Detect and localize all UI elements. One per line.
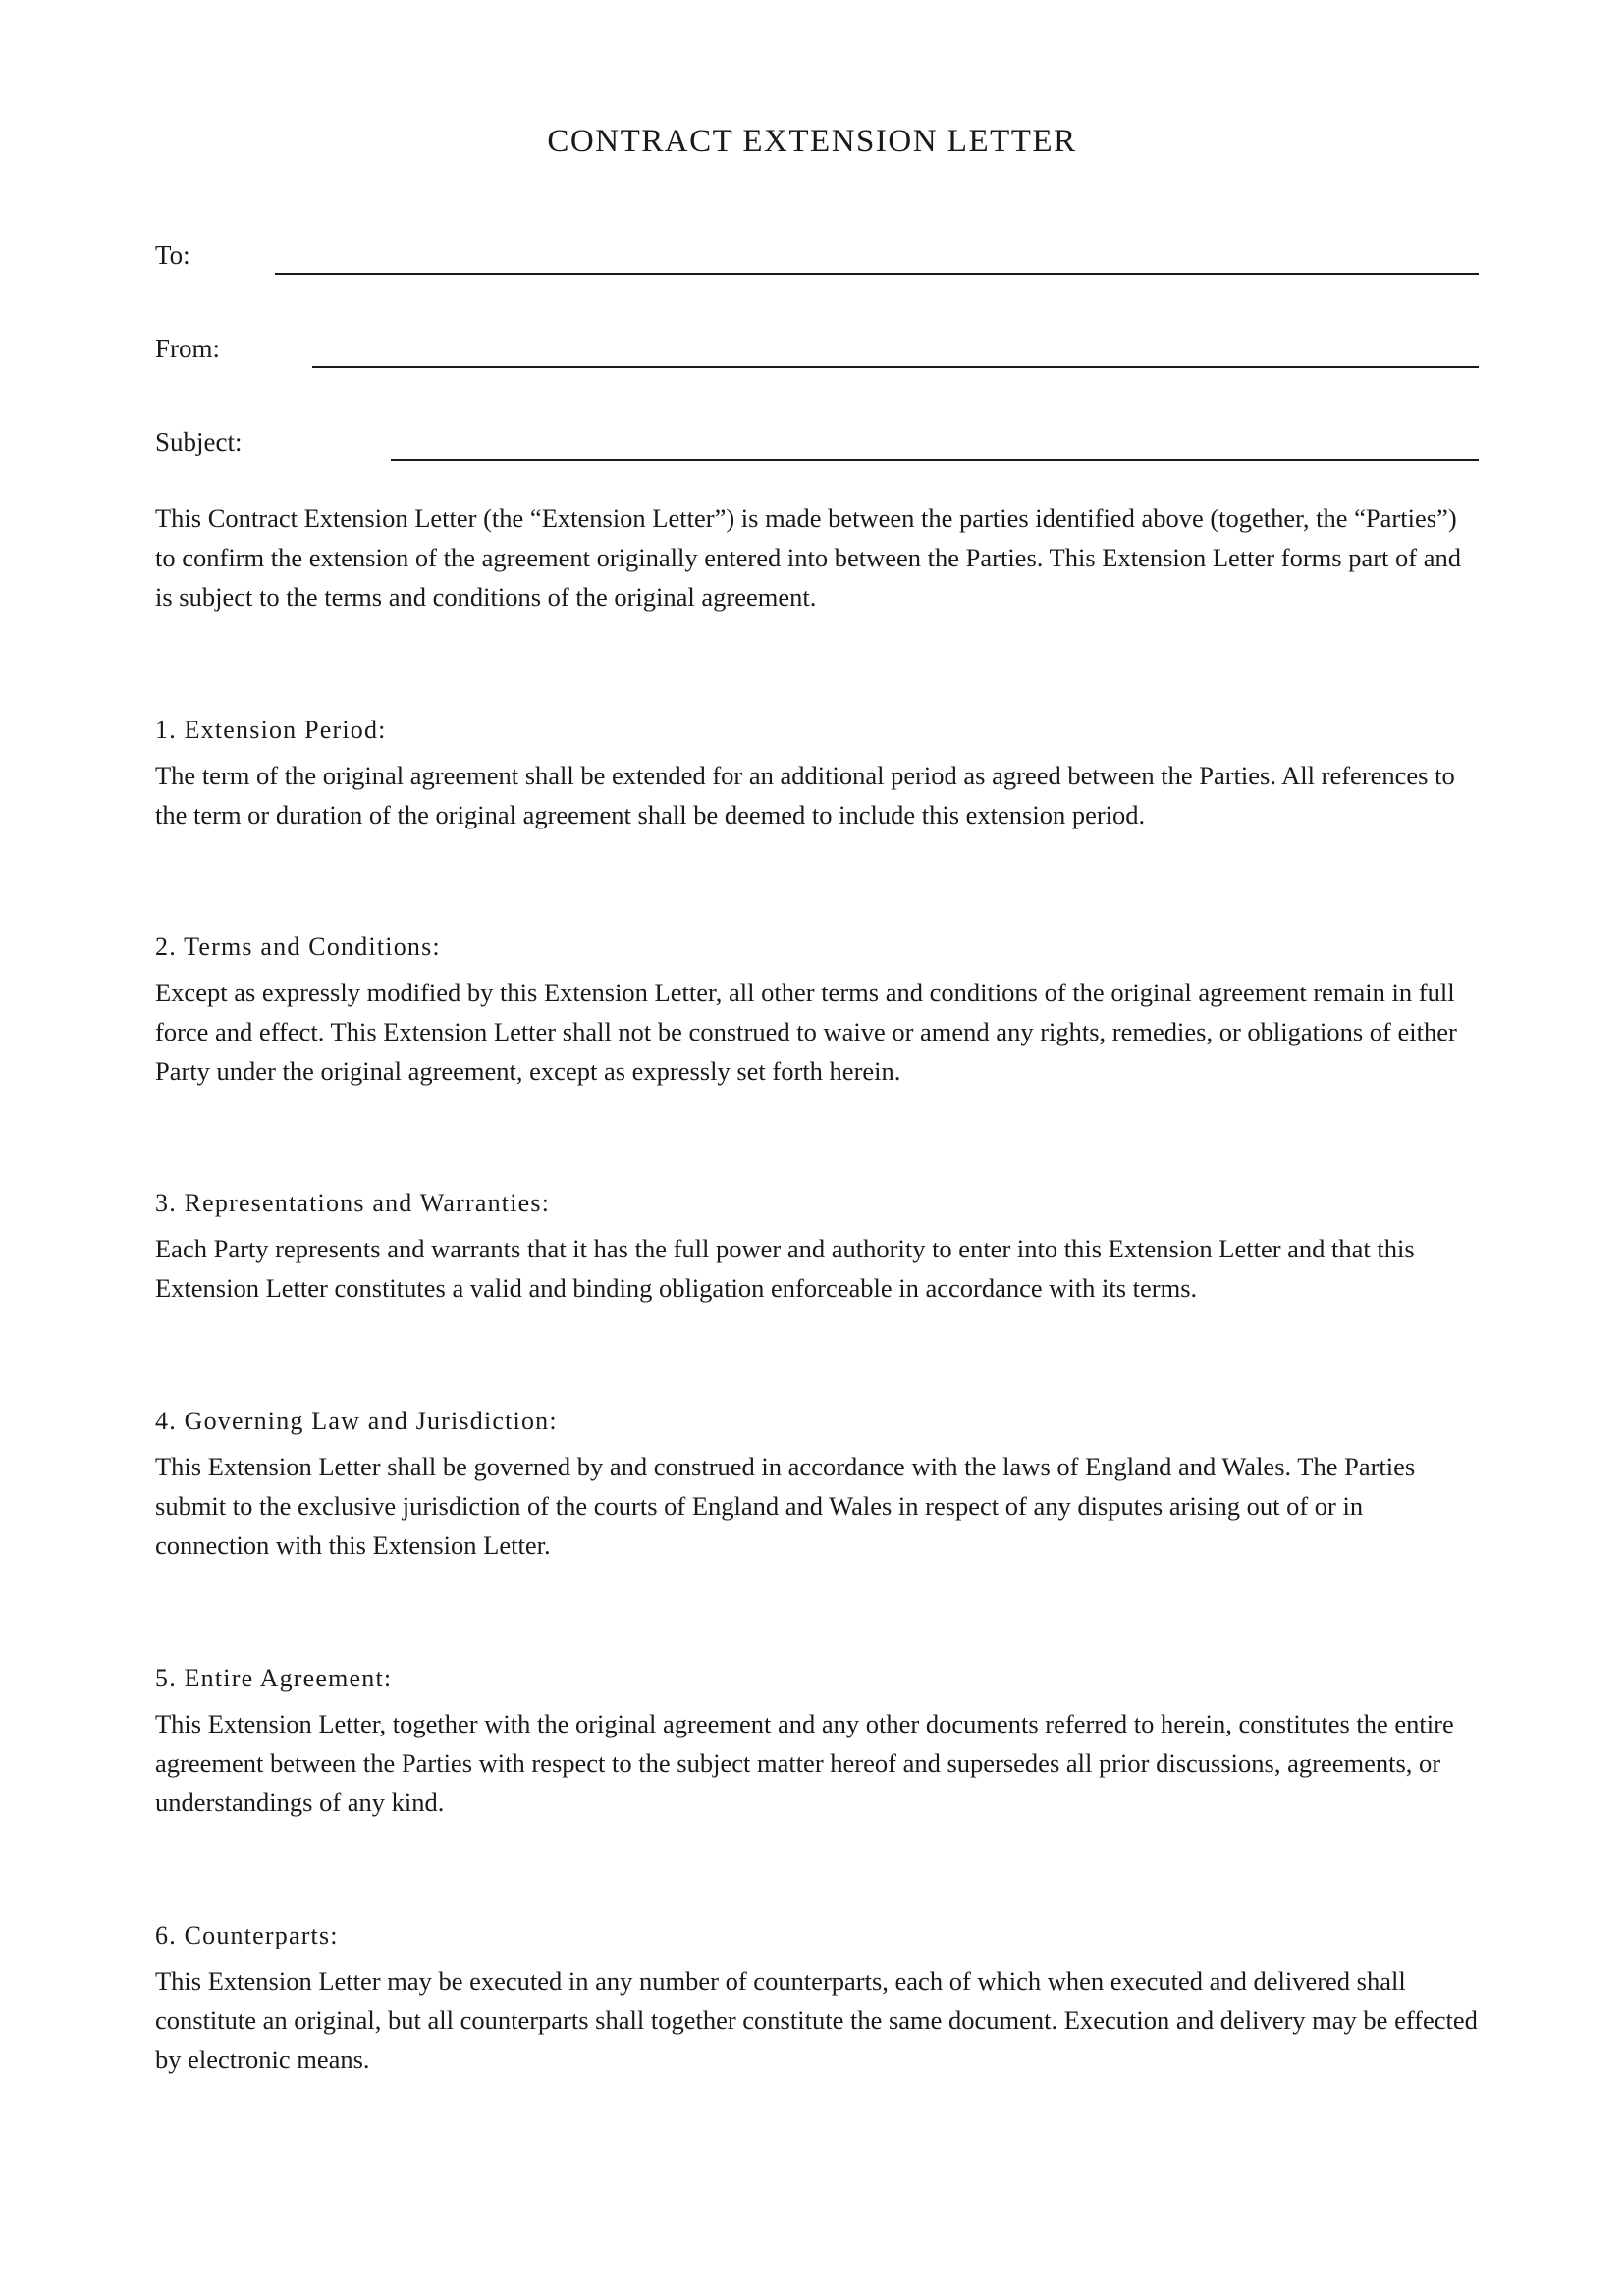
from-input-line[interactable] bbox=[312, 366, 1479, 368]
section-body: The term of the original agreement shall be extended for an additional period as agreed between the Parties. All references to the term or duration of the original agreement shall be deemed to include this extension period. bbox=[155, 761, 1455, 829]
section-entire-agreement bbox=[155, 1661, 1479, 1822]
section-heading: 6. Counterparts: bbox=[155, 1921, 339, 1949]
section-heading: 3. Representations and Warranties: bbox=[155, 1189, 551, 1217]
section-body: This Extension Letter, together with the original agreement and any other documents referred to herein, constitutes the entire agreement between the Parties with respect to the subject matter hereof and supersedes all prior discussions, agreements, or understandings of any kind. bbox=[155, 1709, 1454, 1817]
section-body: Each Party represents and warrants that it has the full power and authority to enter into this Extension Letter and that this Extension Letter constitutes a valid and binding obligation enforceable in accordance with its terms. bbox=[155, 1234, 1415, 1303]
subject-label: Subject: bbox=[155, 427, 243, 456]
section-heading: 1. Extension Period: bbox=[155, 716, 387, 744]
section-extension-period bbox=[155, 713, 1479, 834]
section-heading: 2. Terms and Conditions: bbox=[155, 933, 441, 961]
section-terms-and-conditions bbox=[155, 930, 1479, 1091]
document-title: CONTRACT EXTENSION LETTER bbox=[547, 124, 1077, 159]
from-field bbox=[155, 333, 1479, 372]
to-input-line[interactable] bbox=[275, 273, 1479, 275]
section-body: Except as expressly modified by this Extension Letter, all other terms and conditions of the original agreement remain in full force and effect. This Extension Letter shall not be construed to waive or amend any rights, remedies, or obligations of either Party under the original agreement, except as expressly set forth herein. bbox=[155, 978, 1457, 1086]
subject-input-line[interactable] bbox=[391, 459, 1479, 461]
section-body: This Extension Letter shall be governed by and construed in accordance with the laws of England and Wales. The Parties submit to the exclusive jurisdiction of the courts of England and Wales in respect of any disputes arising out of or in connection with this Extension Letter. bbox=[155, 1452, 1416, 1560]
section-heading: 5. Entire Agreement: bbox=[155, 1664, 393, 1692]
subject-field bbox=[155, 426, 1479, 465]
section-representations-and-warranties bbox=[155, 1186, 1479, 1308]
section-body: This Extension Letter may be executed in any number of counterparts, each of which when executed and delivered shall constitute an original, but all counterparts shall together constitute the same document. Execution and delivery may be effected by electronic means. bbox=[155, 1966, 1478, 2074]
to-label: To: bbox=[155, 240, 190, 270]
section-heading: 4. Governing Law and Jurisdiction: bbox=[155, 1407, 558, 1435]
section-counterparts bbox=[155, 1918, 1479, 2079]
to-field bbox=[155, 240, 1479, 279]
section-governing-law bbox=[155, 1404, 1479, 1565]
intro-paragraph: This Contract Extension Letter (the “Extension Letter”) is made between the parties identified above (together, the “Parties”) to confirm the extension of the agreement originally entered into between the Parties. This Extension Letter forms part of and is subject to the terms and conditions of the original agreement. bbox=[155, 504, 1461, 612]
from-label: From: bbox=[155, 334, 221, 363]
